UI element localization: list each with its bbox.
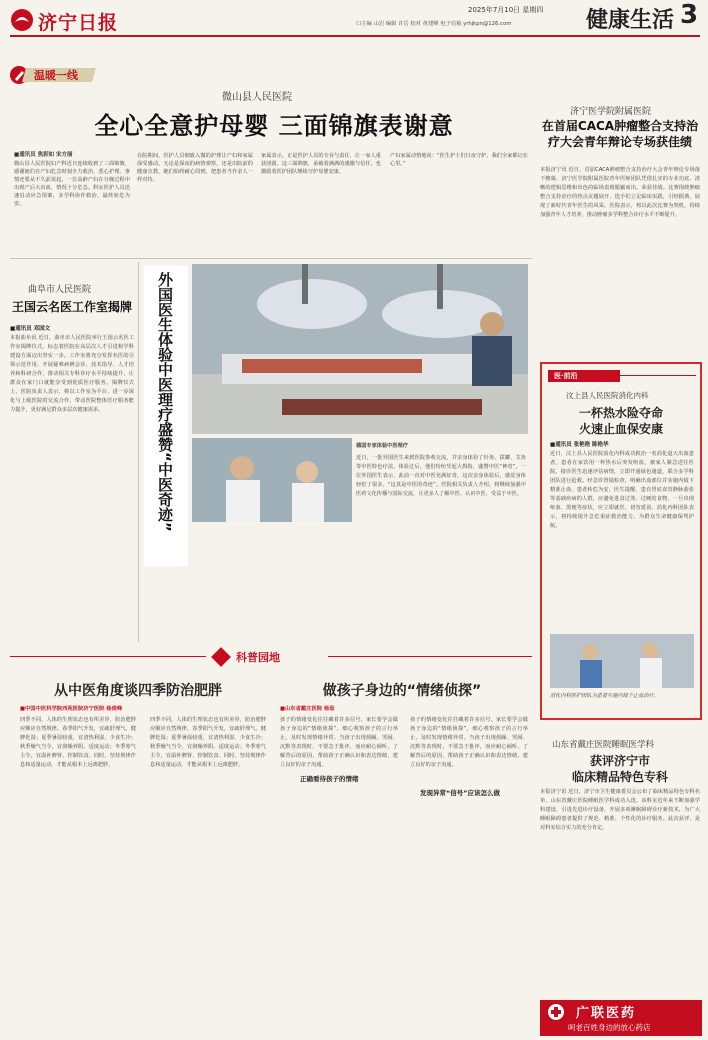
science-right-body-2: 孩子的情绪变化往往藏着许多信号。家长要学会做孩子身边的“情绪侦探”，细心观察孩子的言行举止，及时发现情绪异常。当孩子出现烦躁、哭闹、沉默等表现时，不要急于批评，而应耐心倾听，了解背后的原因，帮助孩子正确认识和表达情绪，建立良好的亲子沟通。	[410, 717, 528, 768]
left-headline: 王国云名医工作室揭牌	[11, 300, 132, 314]
diamond-icon	[211, 647, 231, 667]
story-body-col-4: 产妇家属动情地说：“医生护士们日夜守护，我们全家都记在心里。”	[390, 153, 528, 167]
section-title: 健康生活	[586, 8, 675, 33]
right-top-body: 本报济宁讯 近日，首届CACA肿瘤整合支持治疗大会青年辩论专场落下帷幕，济宁医学院附属医院青年医师团队凭借扎实的专业功底、清晰的逻辑思维和出色的临场表现脱颖而出，荣获佳绩。比赛围绕肿瘤整合支持治疗的热点议题展开，选手们立足临床实践，引经据典，展现了新时代青年医生的风采。医院表示，将以此次比赛为契机，持续加强青年人才培养，推动肿瘤多学科整合诊疗水平不断提升。	[540, 167, 700, 218]
boxed-photo-caption: 消化内科医护团队为患者实施内镜下止血治疗。	[550, 693, 659, 699]
right-bottom-story	[540, 724, 700, 996]
science-left-body-2: 四季不同，人体的生理状态也有所差异，防治肥胖应顺应自然规律。春季阳气升发，宜疏肝理气、健脾化湿；夏季暑湿较重，宜清热利湿、少食生冷；秋季燥气当令，宜润燥养阴、适度运动；冬季寒气主令，宜温补脾肾、控制饮食。同时，坚持规律作息和适量运动，才能从根本上远离肥胖。	[150, 717, 266, 768]
science-right-body: 孩子的情绪变化往往藏着许多信号。家长要学会做孩子身边的“情绪侦探”，细心观察孩子的言行举止，及时发现情绪异常。当孩子出现烦躁、哭闹、沉默等表现时，不要急于批评，而应耐心倾听，了解背后的原因，帮助孩子正确认识和表达情绪，建立良好的亲子沟通。	[280, 717, 398, 768]
right-bottom-headline-2: 临床精品特色专科	[571, 770, 668, 784]
boxed-byline: ■通讯员 张艳艳 陈艳华	[550, 442, 609, 448]
science-subhead-2: 发现异常“信号”应该怎么做	[420, 789, 501, 797]
left-hospital: 曲阜市人民医院	[28, 285, 92, 295]
boxed-hospital: 汶上县人民医院消化内科	[566, 391, 649, 400]
ad-title: 广联医药	[576, 1006, 637, 1021]
feature-body: 近日，一批外国医生来到医院参观交流，并亲身体验了针灸、拔罐、艾灸等中医特色疗法。体验过后，他们纷纷竖起大拇指，盛赞中医“神奇”。一位外国医生表示，此前一直对中医充满好奇，这次亲身体验后，感觉身体轻松了很多，“这真是中医的奇迹”。医院相关负责人介绍，将继续加强中医药文化传播与国际交流，让更多人了解中医、认识中医、受益于中医。	[356, 455, 526, 497]
ad-slogan: 呵老百姓身边的放心药店	[568, 1023, 651, 1032]
story-hospital: 微山县人民医院	[222, 92, 292, 103]
feature-vertical-title: 外国医生体验中医理疗盛赞“中医奇迹”	[156, 272, 174, 532]
science-left-body: 四季不同，人体的生理状态也有所差异，防治肥胖应顺应自然规律。春季阳气升发，宜疏肝理气、健脾化湿；夏季暑湿较重，宜清热利湿、少食生冷；秋季燥气当令，宜润燥养阴、适度运动；冬季寒气主令，宜温补脾肾、控制饮食。同时，坚持规律作息和适量运动，才能从根本上远离肥胖。	[20, 717, 136, 768]
science-tag: 科普园地	[214, 648, 334, 666]
left-story	[10, 262, 134, 642]
masthead	[0, 0, 708, 40]
story-headline: 全心全意护母婴 三面锦旗表谢意	[94, 112, 454, 140]
story-body-col-2: 在院期间，医护人员细致入微的护理让产妇和家属深受感动。无论是深夜的病情观察，还是出院前的健康宣教，她们始终耐心周到，把患者当作亲人一样对待。	[137, 153, 253, 183]
masthead-rule	[10, 35, 700, 37]
right-bottom-hospital: 山东省戴庄医院睡眠医学科	[552, 740, 655, 750]
right-top-story	[540, 40, 700, 360]
story-body-col-3: 家属表示，正是医护人员的专业与责任，让一家人重获团圆。这三面锦旗，承载着满满的感激与信任，也激励着医护团队继续守护母婴安康。	[261, 153, 381, 175]
newspaper-logo: 济宁日报	[10, 6, 130, 34]
feature-photo-doctors	[192, 438, 352, 522]
pharmacy-ad	[540, 1000, 702, 1036]
top-story	[10, 40, 532, 252]
boxed-headline-2: 火速止血保安康	[578, 422, 663, 436]
science-right-headline: 做孩子身边的“情绪侦探”	[322, 683, 482, 699]
story-byline: ■通讯员 焦彩如 宋方丽	[14, 152, 73, 158]
story-body-col-1: 微山县人民医院妇产科近日连续收到了三面锦旗，感谢她们在产妇危急时刻全力救治、悉心护理。事情还要从不久前说起，一位高龄产妇在分娩过程中出现产后大出血，情况十分危急。科室医护人员迅速启动应急预案，多学科协作救治，最终转危为安。	[14, 161, 130, 207]
feature-photo-caption: 德国专家体验中医理疗	[356, 443, 408, 449]
science-left-byline: ■中国中医科学院西苑医院济宁医院 杨俊峰	[20, 706, 123, 712]
boxed-tag: 医·前沿	[548, 370, 620, 382]
feature-story	[144, 262, 532, 642]
science-section	[10, 644, 532, 1030]
issue-date: 2025年7月10日 星期四	[468, 6, 544, 14]
boxed-body: 近日，汶上县人民医院消化内科成功救治一名消化道大出血患者。患者在家饮用一杯热水后突发呕血，被家人紧急送往医院。接诊医生迅速评估病情，立即开通绿色通道，联合多学科团队进行抢救。经急诊胃镜检查，明确出血部位并实施内镜下精准止血，患者转危为安。医生提醒，患有胃底食管静脉曲张等基础疾病的人群，应避免进食过烫、过硬的食物，一旦出现呕血、黑便等症状，应立即就医，切勿延误。消化内科团队表示，将持续提升急危重症救治能力，为群众生命健康保驾护航。	[550, 451, 694, 529]
left-body: 本报曲阜讯 近日，曲阜市人民医院举行王国云名医工作室揭牌仪式，标志着医院在高层次人才引进和学科建设方面迈出坚实一步。工作室将充分发挥名医的引领示范作用，开展疑难病例会诊、技术指导、人才培养和科研合作，推动相关专科诊疗水平持续提升，让群众在家门口就能享受到优质医疗服务。揭牌仪式上，医院负责人表示，将以工作室为平台，进一步深化与上级医院的交流合作，带动医院整体医疗服务能力提升，更好满足群众多层次健康需求。	[10, 335, 134, 413]
science-right-byline: ■山东省戴庄医院 杨茹	[280, 706, 335, 712]
editor-line: 口主编 山岩 编辑 许岳 校对 黄建峰 电子信箱 yrhjkpn@126.com	[356, 21, 512, 27]
left-byline: ■通讯员 邓国文	[10, 326, 51, 332]
logo-emblem-icon	[10, 8, 34, 32]
right-bottom-body: 本报济宁讯 近日，济宁市卫生健康委员会公布了临床精品特色专科名单，山东省戴庄医院睡眠医学科成功入选。该科室近年来不断加强学科建设，引进先进诊疗设备，开展多项睡眠障碍诊疗新技术，为广大睡眠障碍患者提供了规范、精准、个性化的诊疗服务。此次获评，是对科室综合实力的充分肯定。	[540, 789, 700, 831]
feature-photo-therapy	[192, 264, 528, 434]
science-subhead-1: 正确看待孩子的情绪	[300, 775, 359, 783]
boxed-photo	[550, 634, 694, 688]
column-tag: 温暖一线	[10, 66, 98, 84]
page-number: 3	[680, 0, 699, 30]
right-bottom-headline-1: 获评济宁市	[589, 754, 650, 768]
boxed-story	[540, 362, 702, 720]
boxed-headline-1: 一杯热水险夺命	[578, 406, 663, 420]
right-top-headline: 在首届CACA肿瘤整合支持治疗大会青年辩论专场获佳绩	[541, 119, 699, 149]
pharmacy-logo-icon	[548, 1004, 564, 1020]
science-left-headline: 从中医角度谈四季防治肥胖	[54, 683, 222, 699]
right-top-hospital: 济宁医学院附属医院	[570, 107, 652, 117]
feature-title-box	[144, 266, 188, 566]
